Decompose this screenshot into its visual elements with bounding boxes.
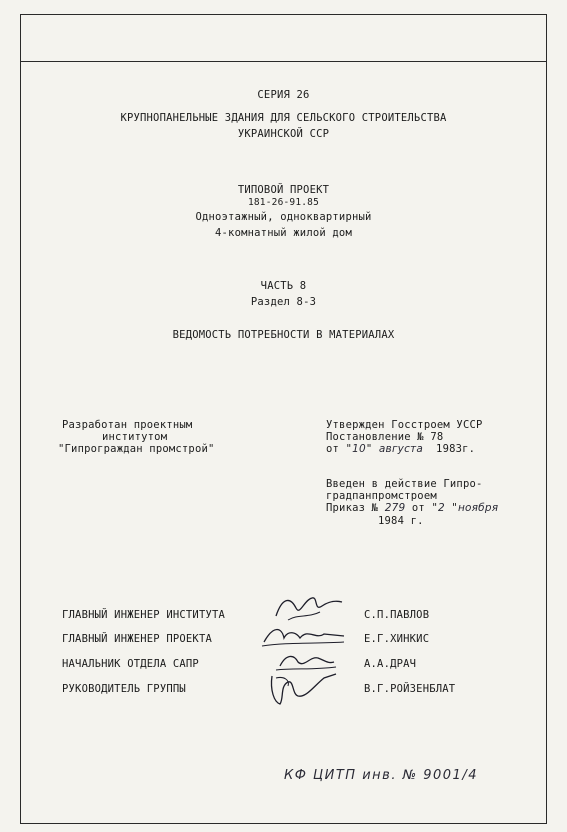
document-title: ВЕДОМОСТЬ ПОТРЕБНОСТИ В МАТЕРИАЛАХ — [172, 329, 395, 341]
approved-line-2: Постановление № 78 — [326, 431, 444, 443]
approved-month: августа — [378, 443, 423, 455]
enacted-year: 1984 г. — [378, 515, 424, 527]
approved-date-prefix: от " — [326, 443, 353, 455]
approved-date-quote: " — [365, 443, 373, 455]
project-label: ТИПОВОЙ ПРОЕКТ — [237, 184, 330, 196]
title-line-2: УКРАИНСКОЙ ССР — [237, 128, 330, 140]
enacted-month: ноября — [457, 502, 499, 514]
signature-roizenblat — [262, 668, 342, 710]
part-label: ЧАСТЬ 8 — [260, 280, 307, 292]
title-block-band — [20, 14, 547, 62]
enacted-order-number: 279 — [384, 502, 406, 514]
enacted-day: 2 — [438, 502, 445, 514]
developer-line-3: "Гипрограждан промстрой" — [58, 443, 215, 455]
signatory-role-1: ГЛАВНЫЙ ИНЖЕНЕР ИНСТИТУТА — [62, 609, 226, 621]
title-line-1: КРУПНОПАНЕЛЬНЫЕ ЗДАНИЯ ДЛЯ СЕЛЬСКОГО СТРОИТЕЛЬСТВА — [120, 112, 447, 124]
series-label: СЕРИЯ 26 — [257, 89, 310, 101]
enacted-order — [326, 502, 498, 514]
approved-year: 1983г. — [436, 443, 476, 455]
enacted-from: от " — [411, 502, 438, 514]
project-desc-2: 4-комнатный жилой дом — [215, 227, 352, 239]
section-label: Раздел 8-3 — [250, 296, 317, 308]
signatory-name-4: В.Г.РОЙЗЕНБЛАТ — [364, 683, 456, 695]
archive-stamp: КФ ЦИТП инв. № 9001/4 — [284, 768, 478, 783]
approved-line-1: Утвержден Госстроем УССР — [326, 419, 483, 431]
approved-day: 10 — [352, 443, 366, 455]
approved-date — [326, 443, 475, 455]
signatory-name-1: С.П.ПАВЛОВ — [364, 609, 430, 621]
enacted-order-prefix: Приказ № — [326, 502, 379, 514]
developer-line-1: Разработан проектным — [62, 419, 193, 431]
project-desc-1: Одноэтажный, одноквартирный — [195, 211, 372, 223]
signatory-role-4: РУКОВОДИТЕЛЬ ГРУППЫ — [62, 683, 186, 695]
enacted-line-2: градпанпромстроем — [326, 490, 437, 502]
signatory-name-3: А.А.ДРАЧ — [364, 658, 417, 670]
enacted-quote: " — [451, 502, 458, 514]
project-number: 181-26-91.85 — [247, 197, 320, 208]
developer-line-2: институтом — [102, 431, 168, 443]
signatory-role-2: ГЛАВНЫЙ ИНЖЕНЕР ПРОЕКТА — [62, 633, 212, 645]
signature-khinkis — [258, 620, 348, 650]
signatory-name-2: Е.Г.ХИНКИС — [364, 633, 430, 645]
signatory-role-3: НАЧАЛЬНИК ОТДЕЛА САПР — [62, 658, 199, 670]
enacted-line-1: Введен в действие Гипро- — [326, 478, 483, 490]
